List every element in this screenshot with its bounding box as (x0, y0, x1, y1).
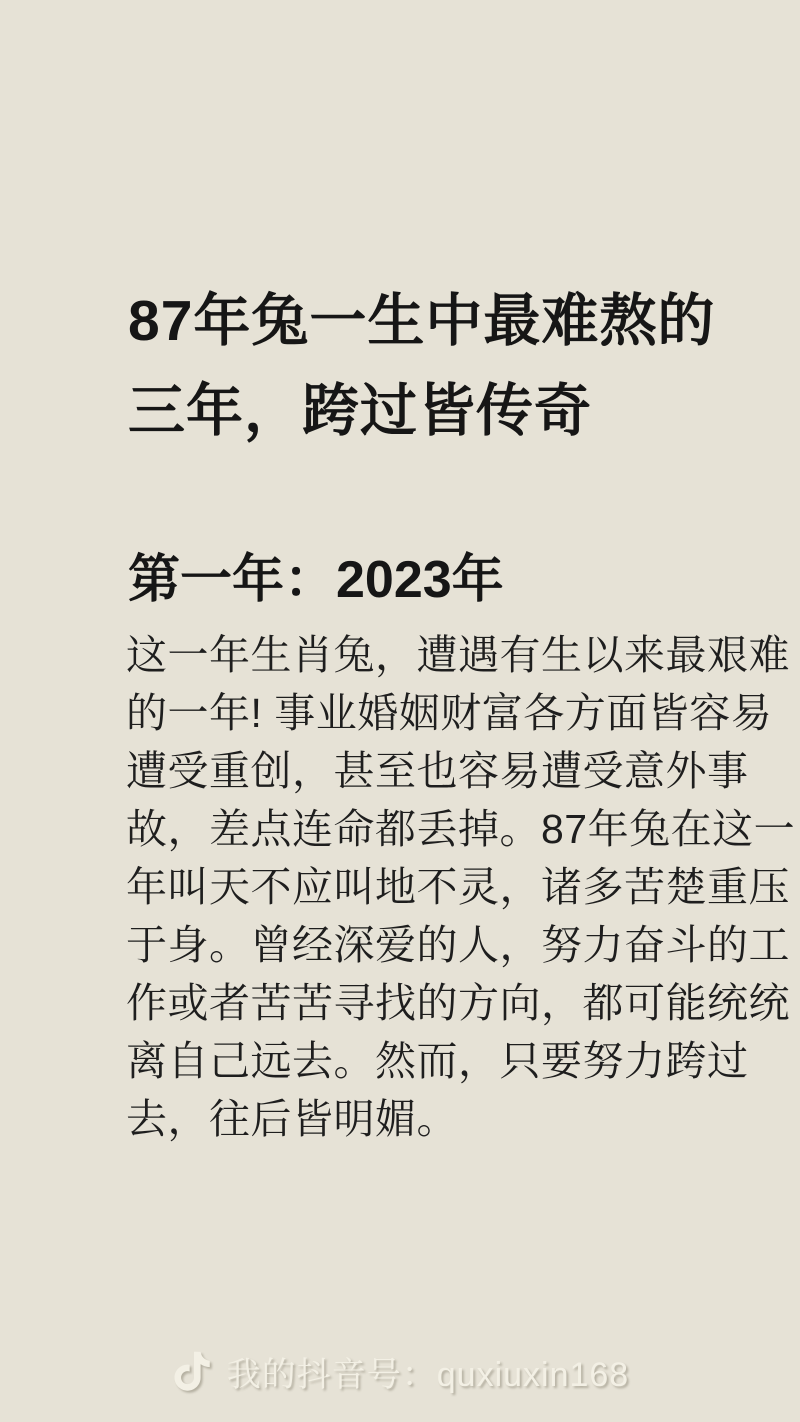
body-line: 故，差点连命都丢掉。87年兔在这一 (126, 806, 796, 852)
page-title (128, 276, 715, 456)
body-line: 年叫天不应叫地不灵，诸多苦楚重压 (126, 864, 790, 910)
body-line: 离自己远去。然而，只要努力跨过 (126, 1038, 749, 1084)
title-line-1: 87年兔一生中最难熬的 (128, 289, 716, 353)
body-line: 遭受重创，甚至也容易遭受意外事 (126, 748, 749, 794)
body-line: 于身。曾经深爱的人，努力奋斗的工 (126, 922, 790, 968)
title-line-2: 三年，跨过皆传奇 (128, 379, 592, 443)
watermark-footer (0, 1344, 800, 1398)
body-line: 的一年! 事业婚姻财富各方面皆容易 (126, 690, 773, 736)
body-line: 去，往后皆明媚。 (126, 1096, 458, 1142)
section-heading-year-1: 第一年：2023年 (128, 551, 504, 609)
body-line: 作或者苦苦寻找的方向，都可能统统 (126, 980, 790, 1026)
douyin-account-label: 我的抖音号：quxiuxin168 (226, 1355, 630, 1394)
body-line: 这一年生肖兔，遭遇有生以来最艰难 (126, 632, 790, 678)
body-paragraph (126, 626, 795, 1148)
douyin-note-icon (171, 1348, 213, 1394)
